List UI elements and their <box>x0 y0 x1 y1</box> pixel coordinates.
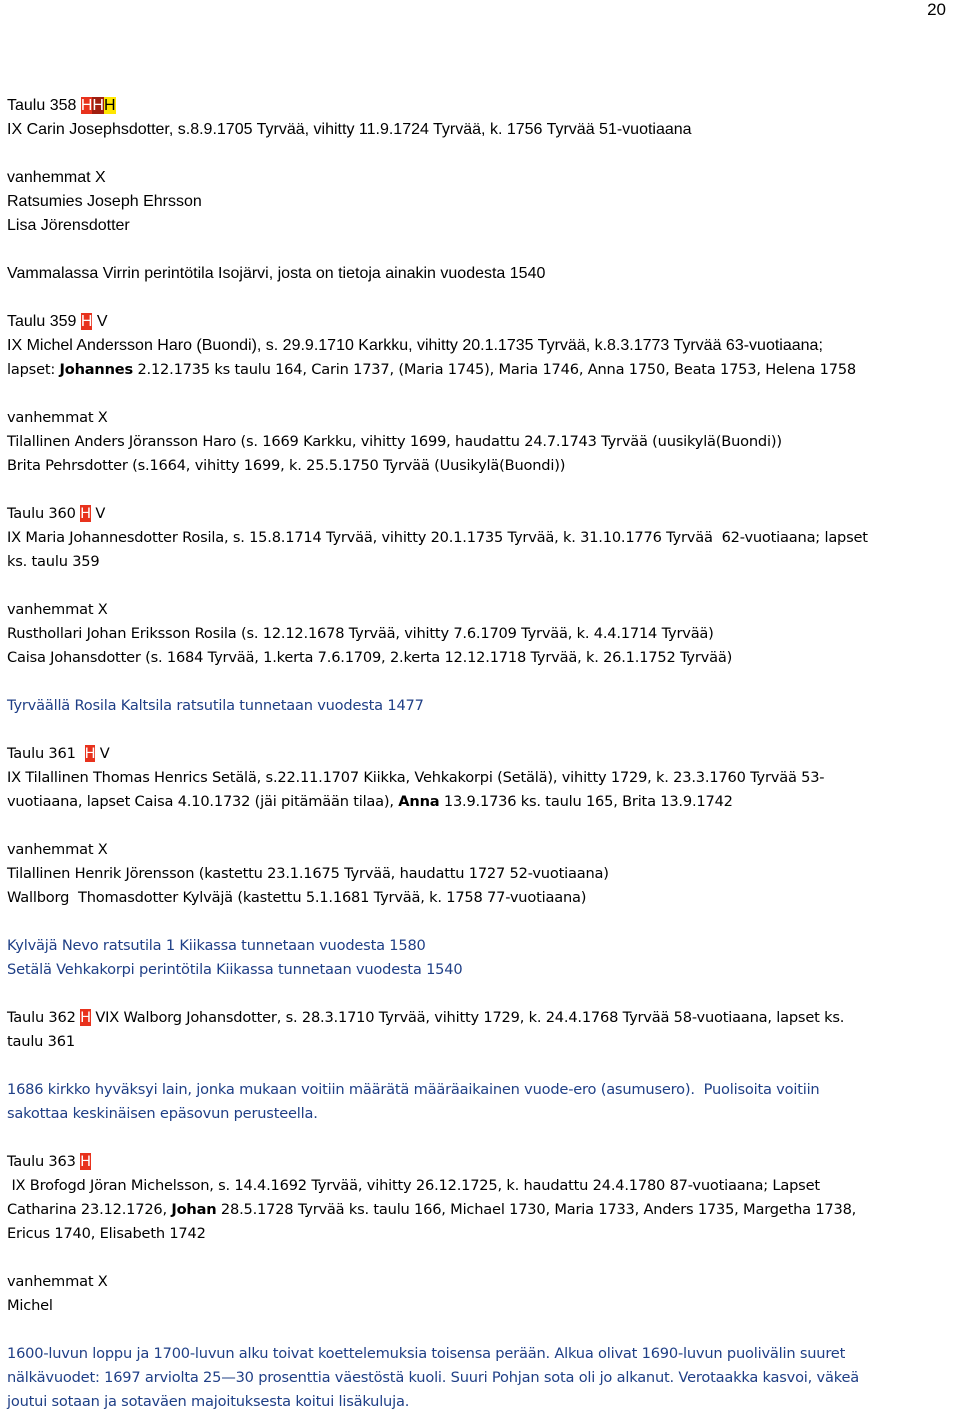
table-363-children-cont: Ericus 1740, Elisabeth 1742 <box>7 1225 206 1242</box>
table-362-children-ref: taulu 361 <box>7 1033 75 1050</box>
table-359-parents-label: vanhemmat X <box>7 409 108 426</box>
bold-child-name: Anna <box>398 793 440 810</box>
table-360-suffix: V <box>90 505 106 522</box>
table-360-father: Rusthollari Johan Eriksson Rosila (s. 12.12.1678 Tyrvää, vihitty 7.6.1709 Tyrvää, k. 4.4.1714 Tyrvää) <box>7 625 714 642</box>
children-label: lapset: <box>7 361 60 378</box>
table-359-children <box>7 358 957 382</box>
table-363-person: IX Brofogd Jöran Michelsson, s. 14.4.1692 Tyrvää, vihitty 26.12.1725, k. haudattu 24.4.1780 87-vuotiaana; Lapset <box>7 1177 820 1194</box>
table-360-parents-label: vanhemmat X <box>7 601 108 618</box>
table-363-parents-label: vanhemmat X <box>7 1273 108 1290</box>
table-362-person: VIX Walborg Johansdotter, s. 28.3.1710 Tyrvää, vihitty 1729, k. 24.4.1768 Tyrvää 58-vuotiaana, lapset ks. <box>90 1009 845 1026</box>
children-list: 28.5.1728 Tyrvää ks. taulu 166, Michael 1730, Maria 1733, Anders 1735, Margetha 1738, <box>216 1201 857 1218</box>
table-363-note-1: 1600-luvun loppu ja 1700-luvun alku toivat koettelemuksia toisensa perään. Alkua olivat 1690-luvun puolivälin suuret <box>7 1345 846 1362</box>
highlight-h-yellow: H <box>103 97 116 114</box>
table-363-children <box>7 1198 957 1222</box>
table-358-heading <box>7 94 957 118</box>
table-361-note-2: Setälä Vehkakorpi perintötila Kiikassa tunnetaan vuodesta 1540 <box>7 961 463 978</box>
children-text: vuotiaana, lapset Caisa 4.10.1732 (jäi pitämään tilaa), <box>7 793 399 810</box>
table-361-heading <box>7 742 957 766</box>
highlight-h-red: H <box>80 97 93 114</box>
document-body <box>7 94 957 1414</box>
table-360-mother: Caisa Johansdotter (s. 1684 Tyrvää, 1.kerta 7.6.1709, 2.kerta 12.12.1718 Tyrvää, k. 26.1.1752 Tyrvää) <box>7 649 733 666</box>
table-360-person: IX Maria Johannesdotter Rosila, s. 15.8.1714 Tyrvää, vihitty 20.1.1735 Tyrvää, k. 31.10.1776 Tyrvää 62-vuotiaana; lapset <box>7 529 868 546</box>
table-362-note-1: 1686 kirkko hyväksyi lain, jonka mukaan voitiin määrätä määräaikainen vuode-ero (asumusero). Puolisoita voitiin <box>7 1081 820 1098</box>
bold-child-name: Johan <box>171 1201 217 1218</box>
table-363-note-2: nälkävuodet: 1697 arviolta 25—30 prosenttia väestöstä kuoli. Suuri Pohjan sota oli jo alkanut. Verotaakka kasvoi, väkeä <box>7 1369 859 1386</box>
table-360-heading <box>7 502 957 526</box>
table-359-label: Taulu 359 <box>7 313 81 330</box>
table-361-suffix: V <box>95 745 110 762</box>
highlight-h-red: H <box>80 1009 91 1026</box>
highlight-h-red: H <box>84 745 96 762</box>
table-359-person: IX Michel Andersson Haro (Buondi), s. 29.9.1710 Karkku, vihitty 20.1.1735 Tyrvää, k.8.3.1773 Tyrvää 63-vuotiaana; <box>7 337 823 354</box>
table-363-label: Taulu 363 <box>7 1153 81 1170</box>
table-361-note-1: Kylväjä Nevo ratsutila 1 Kiikassa tunnetaan vuodesta 1580 <box>7 937 426 954</box>
table-363-father: Michel <box>7 1297 53 1314</box>
table-362-note-2: sakottaa keskinäisen epäsovun perusteella. <box>7 1105 318 1122</box>
table-361-parents-label: vanhemmat X <box>7 841 108 858</box>
highlight-h-darkred: H <box>92 97 104 114</box>
table-358-parents-label: vanhemmat X <box>7 169 106 186</box>
table-360-children-ref: ks. taulu 359 <box>7 553 100 570</box>
table-359-mother: Brita Pehrsdotter (s.1664, vihitty 1699, k. 25.5.1750 Tyrvää (Uusikylä(Buondi)) <box>7 457 566 474</box>
table-363-note-3: joutui sotaan ja sotaväen majoituksesta koitui lisäkuluja. <box>7 1393 410 1410</box>
highlight-h-red: H <box>80 505 91 522</box>
table-362-label: Taulu 362 <box>7 1009 81 1026</box>
table-363-heading <box>7 1150 957 1174</box>
table-358-person: IX Carin Josephsdotter, s.8.9.1705 Tyrvää, vihitty 11.9.1724 Tyrvää, k. 1756 Tyrvää 51-vuotiaana <box>7 121 692 138</box>
table-361-label: Taulu 361 <box>7 745 85 762</box>
highlight-h-red: H <box>80 313 93 330</box>
table-358-label: Taulu 358 <box>7 97 81 114</box>
table-358-note: Vammalassa Virrin perintötila Isojärvi, josta on tietoja ainakin vuodesta 1540 <box>7 265 546 282</box>
highlight-h-red: H <box>80 1153 91 1170</box>
table-362-heading <box>7 1006 957 1030</box>
table-358-father: Ratsumies Joseph Ehrsson <box>7 193 202 210</box>
page-number: 20 <box>927 0 946 19</box>
table-359-heading <box>7 310 957 334</box>
table-359-father: Tilallinen Anders Jöransson Haro (s. 1669 Karkku, vihitty 1699, haudattu 24.7.1743 Tyrvää (uusikylä(Buondi)) <box>7 433 782 450</box>
table-361-person: IX Tilallinen Thomas Henrics Setälä, s.22.11.1707 Kiikka, Vehkakorpi (Setälä), vihitty 1729, k. 23.3.1760 Tyrvää 53- <box>7 769 825 786</box>
children-text: Catharina 23.12.1726, <box>7 1201 172 1218</box>
children-list: 13.9.1736 ks. taulu 165, Brita 13.9.1742 <box>439 793 733 810</box>
table-359-suffix: V <box>92 313 108 330</box>
table-360-label: Taulu 360 <box>7 505 81 522</box>
table-360-note: Tyrväällä Rosila Kaltsila ratsutila tunnetaan vuodesta 1477 <box>7 697 424 714</box>
children-list: 2.12.1735 ks taulu 164, Carin 1737, (Maria 1745), Maria 1746, Anna 1750, Beata 1753, Helena 1758 <box>133 361 856 378</box>
bold-child-name: Johannes <box>59 361 133 378</box>
table-361-children <box>7 790 957 814</box>
table-361-father: Tilallinen Henrik Jörensson (kastettu 23.1.1675 Tyrvää, haudattu 1727 52-vuotiaana) <box>7 865 609 882</box>
table-358-mother: Lisa Jörensdotter <box>7 217 130 234</box>
table-361-mother: Wallborg Thomasdotter Kylväjä (kastettu 5.1.1681 Tyrvää, k. 1758 77-vuotiaana) <box>7 889 587 906</box>
